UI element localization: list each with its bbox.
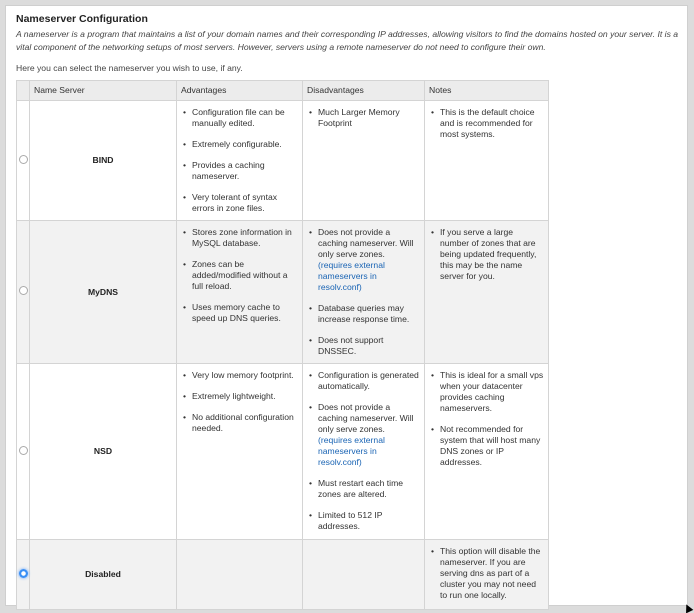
- resolv-conf-link[interactable]: (requires external nameservers in resolv.conf): [318, 260, 385, 292]
- description: A nameserver is a program that maintains a list of your domain names and their corresponding IP addresses, allowing visitors to find the domains hosted on your server. It is a vital component of the networking setups of most servers. However, servers using a remote nameserver do not need to configure their own.: [16, 29, 679, 52]
- radio-cell[interactable]: [17, 364, 30, 540]
- advantages-item: • Very low memory footprint.: [181, 370, 298, 381]
- notes-cell: [425, 221, 549, 364]
- page-title: Nameserver Configuration: [16, 13, 148, 25]
- notes-item: • If you serve a large number of zones that are being updated frequently, this may be the name server for you.: [429, 227, 544, 282]
- disadvantages-item: • Limited to 512 IP addresses.: [307, 510, 420, 532]
- header-advantages: Advantages: [177, 81, 303, 101]
- nameserver-panel: [5, 5, 688, 606]
- disadvantages-item: • Does not provide a caching nameserver. Will only serve zones. (requires external nameservers in resolv.conf): [307, 227, 420, 293]
- advantages-cell: [177, 101, 303, 221]
- radio-bind[interactable]: [19, 155, 28, 164]
- nameserver-name: Disabled: [30, 540, 177, 610]
- advantages-item: • Stores zone information in MySQL database.: [181, 227, 298, 249]
- disadvantages-cell: [303, 221, 425, 364]
- advantages-item: • Very tolerant of syntax errors in zone files.: [181, 192, 298, 214]
- advantages-item: • Provides a caching nameserver.: [181, 160, 298, 182]
- disadvantages-item: • Much Larger Memory Footprint: [307, 107, 420, 129]
- radio-mydns[interactable]: [19, 286, 28, 295]
- advantages-cell: [177, 221, 303, 364]
- radio-cell[interactable]: [17, 540, 30, 610]
- notes-cell: [425, 540, 549, 610]
- table-row-nsd[interactable]: [17, 364, 549, 540]
- intro-text: Here you can select the nameserver you wish to use, if any.: [16, 63, 243, 73]
- notes-cell: [425, 101, 549, 221]
- disadvantages-cell: [303, 364, 425, 540]
- disadvantages-item: • Does not provide a caching nameserver. Will only serve zones. (requires external nameservers in resolv.conf): [307, 402, 420, 468]
- notes-item: • This option will disable the nameserver. If you are serving dns as part of a cluster you may not need to run one locally.: [429, 546, 544, 601]
- radio-cell[interactable]: [17, 221, 30, 364]
- notes-item: • This is the default choice and is recommended for most systems.: [429, 107, 544, 140]
- advantages-item: • No additional configuration needed.: [181, 412, 298, 434]
- header-disadvantages: Disadvantages: [303, 81, 425, 101]
- mouse-cursor-icon: [683, 603, 694, 613]
- disadvantages-item: • Database queries may increase response time.: [307, 303, 420, 325]
- table-row-disabled[interactable]: [17, 540, 549, 610]
- advantages-cell: [177, 364, 303, 540]
- advantages-item: • Extremely lightweight.: [181, 391, 298, 402]
- disadvantages-item: • Does not support DNSSEC.: [307, 335, 420, 357]
- advantages-item: • Extremely configurable.: [181, 139, 298, 150]
- table-row-bind[interactable]: [17, 101, 549, 221]
- table-row-mydns[interactable]: [17, 221, 549, 364]
- header-name-server: Name Server: [30, 81, 177, 101]
- advantages-cell: [177, 540, 303, 610]
- advantages-item: • Configuration file can be manually edited.: [181, 107, 298, 129]
- resolv-conf-link[interactable]: (requires external nameservers in resolv.conf): [318, 435, 385, 467]
- radio-nsd[interactable]: [19, 446, 28, 455]
- advantages-item: • Zones can be added/modified without a full reload.: [181, 259, 298, 292]
- disadvantages-item: • Must restart each time zones are altered.: [307, 478, 420, 500]
- nameserver-table: [16, 80, 549, 610]
- radio-cell[interactable]: [17, 101, 30, 221]
- header-radio: [17, 81, 30, 101]
- radio-disabled[interactable]: [19, 569, 28, 578]
- disadvantages-cell: [303, 101, 425, 221]
- notes-item: • This is ideal for a small vps when your datacenter provides caching nameservers.: [429, 370, 544, 414]
- nameserver-name: MyDNS: [30, 221, 177, 364]
- nameserver-name: BIND: [30, 101, 177, 221]
- notes-cell: [425, 364, 549, 540]
- advantages-item: • Uses memory cache to speed up DNS queries.: [181, 302, 298, 324]
- notes-item: • Not recommended for system that will host many DNS zones or IP addresses.: [429, 424, 544, 468]
- disadvantages-item: • Configuration is generated automatically.: [307, 370, 420, 392]
- nameserver-name: NSD: [30, 364, 177, 540]
- header-notes: Notes: [425, 81, 549, 101]
- table-header: [17, 81, 549, 101]
- disadvantages-cell: [303, 540, 425, 610]
